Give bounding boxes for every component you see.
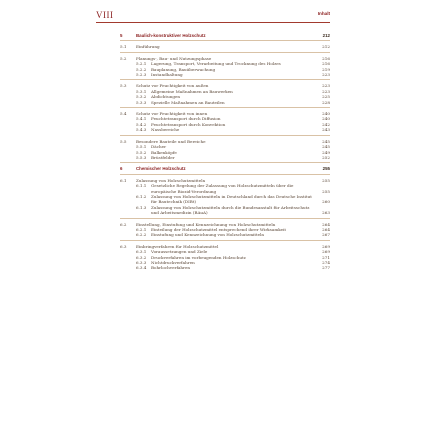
toc-entry-title: Einbringverfahren für Holzschutzmittel — [136, 243, 219, 249]
page-number: VIII — [96, 10, 114, 20]
toc-entry-title: Spezielle Maßnahmen an Bauteilen — [151, 99, 225, 105]
toc-entry-page: 240 — [322, 116, 330, 122]
toc-entry-page: 223 — [322, 88, 330, 94]
toc-entry-title: Nichtdruckverfahren — [151, 260, 195, 265]
toc-divider — [120, 107, 330, 108]
toc-entry-page: 219 — [322, 66, 330, 72]
toc-divider — [120, 52, 330, 53]
toc-entry-title: Einteilung der Holzschutzmittel entsprechend ihrer Wirksamkeit — [151, 226, 287, 232]
toc-entry-number: 5.4 — [120, 111, 127, 117]
toc-entry-number: 5.4.2 — [136, 121, 147, 127]
toc-entry-page: 249 — [322, 149, 330, 155]
toc-entry-title: Gesetzliche Regelung der Zulassung von Holzschutzmitteln über die europäische Biozid-Verordnung — [151, 183, 294, 194]
toc-entry-title: Balkenköpfe — [151, 149, 177, 155]
toc-entry-number: 6.1.1 — [136, 183, 147, 189]
toc-entry-title: Instandhaltung — [151, 72, 183, 78]
toc-subsection[interactable] — [120, 265, 330, 270]
toc-chapter[interactable] — [120, 33, 330, 38]
toc-entry-number: 5.2.3 — [136, 72, 147, 78]
toc-entry-page: 223 — [322, 72, 330, 78]
toc-entry-number: 5.2 — [120, 55, 127, 61]
toc-entry-title: Einstellung, Einstufung und Kennzeichnung von Holzschutzmitteln — [136, 221, 276, 227]
toc-entry-page: 274 — [322, 260, 330, 265]
toc-subsection[interactable] — [120, 100, 330, 105]
toc-section[interactable] — [120, 44, 330, 49]
toc-entry-number: 5.3.3 — [136, 99, 147, 105]
toc-entry-title: Dächer — [151, 144, 167, 150]
toc-subsection[interactable] — [120, 232, 330, 237]
toc-entry-title: Allgemeine Maßnahmen an Bauwerken — [151, 88, 233, 94]
toc-divider — [120, 162, 330, 163]
toc-entry-title: Zulassung von Holzschutzmitteln — [136, 177, 206, 183]
toc-entry-page: 269 — [322, 243, 330, 249]
toc-entry-title: Schutz vor Feuchtigkeit von innen — [136, 111, 208, 117]
toc-entry-title: Baulich-konstruktiver Holzschutz — [136, 33, 206, 38]
toc-entry-title: Bauplanung, Bauüberwachung — [151, 66, 216, 72]
toc-subsection[interactable] — [120, 183, 330, 194]
toc-entry-page: 263 — [322, 210, 330, 216]
toc-divider — [120, 135, 330, 136]
toc-entry-title: Feuchtetransport durch Konvektion — [151, 121, 226, 127]
toc-entry-number: 5.2.2 — [136, 66, 147, 72]
table-of-contents — [120, 33, 330, 271]
toc-entry-number: 6.3.3 — [136, 260, 147, 265]
toc-entry-number: 5.1 — [120, 44, 127, 50]
toc-entry-number: 5.3.1 — [136, 88, 147, 94]
toc-entry-title: Nassbereiche — [151, 127, 180, 133]
toc-divider — [120, 174, 330, 175]
toc-entry-number: 5.3 — [120, 83, 127, 89]
toc-entry-number: 6.2 — [120, 221, 127, 227]
toc-divider — [120, 240, 330, 241]
toc-subsection[interactable] — [120, 72, 330, 77]
toc-entry-number: 5.5.2 — [136, 149, 147, 155]
toc-divider — [120, 79, 330, 80]
header-rule — [96, 22, 330, 23]
toc-entry-page: 216 — [322, 61, 330, 67]
toc-entry-page: 255 — [322, 166, 330, 172]
toc-entry-title: Einstufung und Kennzeichnung von Holzschutzmitteln — [151, 232, 265, 238]
toc-entry-title: Feuchtetransport durch Diffusion — [151, 116, 221, 122]
toc-entry-page: 245 — [322, 138, 330, 144]
toc-entry-page: 267 — [322, 232, 330, 238]
toc-entry-page: 243 — [322, 127, 330, 133]
toc-entry-page: 212 — [322, 33, 330, 38]
toc-entry-number: 6.2.2 — [136, 232, 147, 238]
toc-entry-title: Bohrlochverfahren — [151, 265, 191, 271]
toc-entry-title: Einführung — [136, 44, 160, 50]
toc-entry-title: Abdichtungen — [151, 94, 181, 100]
toc-entry-page: 212 — [322, 44, 330, 50]
toc-subsection[interactable] — [120, 205, 330, 216]
toc-entry-number: 6.2.1 — [136, 226, 147, 232]
toc-entry-title: Voraussetzungen und Ziele — [151, 249, 208, 255]
toc-entry-number: 6.3.1 — [136, 249, 147, 255]
toc-entry-title: Lagerung, Transport, Verarbeitung und Trocknung des Holzes — [151, 61, 281, 67]
toc-entry-page: 225 — [322, 94, 330, 100]
toc-subsection[interactable] — [120, 127, 330, 132]
toc-chapter[interactable] — [120, 166, 330, 171]
toc-entry-number: 5.5.3 — [136, 154, 147, 160]
toc-entry-number: 5.4.1 — [136, 116, 147, 122]
toc-entry-page: 260 — [322, 199, 330, 205]
toc-entry-page: 271 — [322, 254, 330, 260]
toc-entry-page: 255 — [322, 177, 330, 183]
toc-entry-number: 6 — [120, 166, 123, 172]
toc-entry-number: 6.3.4 — [136, 265, 147, 271]
toc-divider — [120, 40, 330, 41]
toc-entry-number: 5.4.3 — [136, 127, 147, 133]
toc-entry-title: Planungs-, Bau- und Nutzungsphase — [136, 55, 212, 61]
toc-entry-title: Besondere Bauteile und Bereiche — [136, 138, 206, 144]
toc-entry-number: 6.3 — [120, 243, 127, 249]
toc-entry-page: 269 — [322, 249, 330, 255]
toc-entry-number: 6.1.3 — [136, 204, 147, 210]
toc-entry-title: Chemischer Holzschutz — [136, 166, 186, 172]
toc-entry-page: 228 — [322, 99, 330, 105]
toc-entry-title: Brüstfelder — [151, 154, 175, 160]
running-header-title: Inhalt — [317, 11, 330, 16]
toc-entry-page: 245 — [322, 144, 330, 150]
toc-entry-page: 216 — [322, 55, 330, 61]
toc-entry-page: 277 — [322, 265, 330, 271]
toc-entry-page: 255 — [322, 188, 330, 194]
toc-entry-page: 240 — [322, 111, 330, 117]
toc-entry-page: 264 — [322, 221, 330, 227]
toc-subsection[interactable] — [120, 194, 330, 205]
toc-entry-number: 5.3.2 — [136, 94, 147, 100]
toc-entry-page: 223 — [322, 83, 330, 89]
toc-entry-title: Zulassung von Holzschutzmitteln durch die Bundesanstalt für Arbeitsschutz und Arbeitsmedizin (BAuA) — [151, 204, 310, 216]
toc-entry-page: 242 — [322, 121, 330, 127]
toc-entry-number: 6.1 — [120, 177, 127, 183]
toc-subsection[interactable] — [120, 155, 330, 160]
toc-divider — [120, 218, 330, 219]
toc-entry-number: 5 — [120, 33, 123, 38]
toc-entry-title: Zulassung von Holzschutzmitteln in Deutschland durch das Deutsche Institut für Bautechnik (DIBt) — [151, 193, 312, 205]
toc-entry-page: 264 — [322, 226, 330, 232]
toc-entry-number: 5.5.1 — [136, 144, 147, 150]
toc-entry-title: Schutz vor Feuchtigkeit von außen — [136, 83, 209, 89]
toc-entry-page: 252 — [322, 154, 330, 160]
toc-entry-number: 5.2.1 — [136, 61, 147, 67]
toc-entry-number: 6.3.2 — [136, 254, 147, 260]
toc-entry-title: Druckverfahren im vorbeugenden Holzschutz — [151, 254, 246, 260]
toc-entry-number: 5.5 — [120, 138, 127, 144]
toc-entry-number: 6.1.2 — [136, 193, 147, 199]
